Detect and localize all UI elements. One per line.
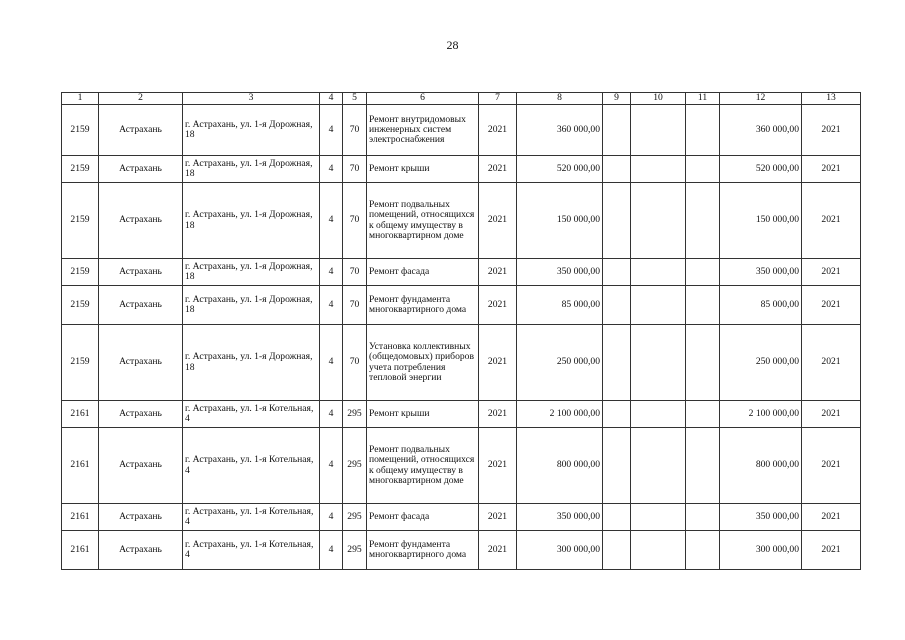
municipality-cell: Астрахань [99,156,183,183]
table-row [62,428,861,504]
work-type-cell: Ремонт фасада [367,504,479,531]
column-header: 4 [320,93,343,105]
address-cell: г. Астрахань, ул. 1-я Дорожная, 18 [183,325,320,401]
completion-year-cell: 2021 [802,105,861,156]
table-row [62,401,861,428]
municipality-cell: Астрахань [99,259,183,286]
column-header: 8 [517,93,603,105]
floors-cell: 4 [320,105,343,156]
completion-year-cell: 2021 [802,325,861,401]
table-row [62,105,861,156]
object-id-cell: 2159 [62,156,99,183]
address-cell: г. Астрахань, ул. 1-я Дорожная, 18 [183,105,320,156]
floors-cell: 4 [320,156,343,183]
col10-cell [631,105,686,156]
apartments-cell: 70 [343,325,367,401]
cost-cell: 360 000,00 [517,105,603,156]
object-id-cell: 2161 [62,401,99,428]
table-row [62,286,861,325]
col10-cell [631,325,686,401]
col11-cell [686,105,720,156]
apartments-cell: 70 [343,286,367,325]
year-cell: 2021 [479,286,517,325]
total-cost-cell: 300 000,00 [720,531,802,570]
address-cell: г. Астрахань, ул. 1-я Котельная, 4 [183,531,320,570]
cost-cell: 300 000,00 [517,531,603,570]
column-header: 3 [183,93,320,105]
total-cost-cell: 350 000,00 [720,259,802,286]
col9-cell [603,286,631,325]
completion-year-cell: 2021 [802,428,861,504]
year-cell: 2021 [479,325,517,401]
apartments-cell: 70 [343,183,367,259]
cost-cell: 2 100 000,00 [517,401,603,428]
total-cost-cell: 85 000,00 [720,286,802,325]
year-cell: 2021 [479,156,517,183]
apartments-cell: 295 [343,428,367,504]
table-row [62,259,861,286]
municipality-cell: Астрахань [99,504,183,531]
address-cell: г. Астрахань, ул. 1-я Котельная, 4 [183,504,320,531]
total-cost-cell: 360 000,00 [720,105,802,156]
col9-cell [603,504,631,531]
object-id-cell: 2161 [62,531,99,570]
work-type-cell: Ремонт подвальных помещений, относящихся к общему имуществу в многоквартирном доме [367,428,479,504]
work-type-cell: Установка коллективных (общедомовых) приборов учета потребления тепловой энергии [367,325,479,401]
municipality-cell: Астрахань [99,105,183,156]
column-header: 5 [343,93,367,105]
column-header: 7 [479,93,517,105]
object-id-cell: 2159 [62,183,99,259]
municipality-cell: Астрахань [99,531,183,570]
col9-cell [603,156,631,183]
repair-registry-table [61,92,861,570]
object-id-cell: 2159 [62,325,99,401]
page-number: 28 [446,38,459,52]
table-row [62,325,861,401]
object-id-cell: 2161 [62,428,99,504]
year-cell: 2021 [479,105,517,156]
completion-year-cell: 2021 [802,183,861,259]
year-cell: 2021 [479,183,517,259]
address-cell: г. Астрахань, ул. 1-я Котельная, 4 [183,401,320,428]
municipality-cell: Астрахань [99,428,183,504]
work-type-cell: Ремонт фундамента многоквартирного дома [367,286,479,325]
year-cell: 2021 [479,531,517,570]
col11-cell [686,428,720,504]
floors-cell: 4 [320,259,343,286]
cost-cell: 150 000,00 [517,183,603,259]
col9-cell [603,428,631,504]
col11-cell [686,504,720,531]
completion-year-cell: 2021 [802,504,861,531]
work-type-cell: Ремонт фундамента многоквартирного дома [367,531,479,570]
cost-cell: 350 000,00 [517,259,603,286]
address-cell: г. Астрахань, ул. 1-я Дорожная, 18 [183,183,320,259]
floors-cell: 4 [320,428,343,504]
col10-cell [631,156,686,183]
object-id-cell: 2159 [62,259,99,286]
col11-cell [686,259,720,286]
col11-cell [686,183,720,259]
object-id-cell: 2159 [62,105,99,156]
col11-cell [686,401,720,428]
col11-cell [686,531,720,570]
address-cell: г. Астрахань, ул. 1-я Дорожная, 18 [183,286,320,325]
object-id-cell: 2159 [62,286,99,325]
apartments-cell: 295 [343,504,367,531]
apartments-cell: 70 [343,156,367,183]
col9-cell [603,531,631,570]
apartments-cell: 70 [343,105,367,156]
year-cell: 2021 [479,259,517,286]
col11-cell [686,286,720,325]
cost-cell: 520 000,00 [517,156,603,183]
work-type-cell: Ремонт подвальных помещений, относящихся к общему имуществу в многоквартирном доме [367,183,479,259]
column-number-row [62,93,861,105]
work-type-cell: Ремонт фасада [367,259,479,286]
address-cell: г. Астрахань, ул. 1-я Котельная, 4 [183,428,320,504]
floors-cell: 4 [320,286,343,325]
col9-cell [603,325,631,401]
work-type-cell: Ремонт внутридомовых инженерных систем электроснабжения [367,105,479,156]
total-cost-cell: 2 100 000,00 [720,401,802,428]
col9-cell [603,105,631,156]
column-header: 9 [603,93,631,105]
cost-cell: 85 000,00 [517,286,603,325]
table-row [62,531,861,570]
cost-cell: 350 000,00 [517,504,603,531]
col10-cell [631,531,686,570]
municipality-cell: Астрахань [99,183,183,259]
col10-cell [631,183,686,259]
total-cost-cell: 800 000,00 [720,428,802,504]
floors-cell: 4 [320,504,343,531]
col10-cell [631,286,686,325]
total-cost-cell: 150 000,00 [720,183,802,259]
municipality-cell: Астрахань [99,286,183,325]
floors-cell: 4 [320,531,343,570]
col11-cell [686,325,720,401]
address-cell: г. Астрахань, ул. 1-я Дорожная, 18 [183,259,320,286]
year-cell: 2021 [479,428,517,504]
address-cell: г. Астрахань, ул. 1-я Дорожная, 18 [183,156,320,183]
completion-year-cell: 2021 [802,401,861,428]
table-row [62,156,861,183]
table-row [62,504,861,531]
col10-cell [631,428,686,504]
apartments-cell: 70 [343,259,367,286]
total-cost-cell: 350 000,00 [720,504,802,531]
year-cell: 2021 [479,504,517,531]
work-type-cell: Ремонт крыши [367,401,479,428]
col9-cell [603,401,631,428]
completion-year-cell: 2021 [802,531,861,570]
column-header: 6 [367,93,479,105]
column-header: 2 [99,93,183,105]
apartments-cell: 295 [343,401,367,428]
cost-cell: 800 000,00 [517,428,603,504]
column-header: 1 [62,93,99,105]
col10-cell [631,504,686,531]
table-row [62,183,861,259]
column-header: 13 [802,93,861,105]
col11-cell [686,156,720,183]
total-cost-cell: 520 000,00 [720,156,802,183]
year-cell: 2021 [479,401,517,428]
work-type-cell: Ремонт крыши [367,156,479,183]
completion-year-cell: 2021 [802,259,861,286]
municipality-cell: Астрахань [99,325,183,401]
cost-cell: 250 000,00 [517,325,603,401]
col10-cell [631,259,686,286]
total-cost-cell: 250 000,00 [720,325,802,401]
object-id-cell: 2161 [62,504,99,531]
completion-year-cell: 2021 [802,156,861,183]
floors-cell: 4 [320,183,343,259]
floors-cell: 4 [320,401,343,428]
floors-cell: 4 [320,325,343,401]
apartments-cell: 295 [343,531,367,570]
completion-year-cell: 2021 [802,286,861,325]
column-header: 10 [631,93,686,105]
col10-cell [631,401,686,428]
col9-cell [603,259,631,286]
column-header: 11 [686,93,720,105]
column-header: 12 [720,93,802,105]
municipality-cell: Астрахань [99,401,183,428]
col9-cell [603,183,631,259]
